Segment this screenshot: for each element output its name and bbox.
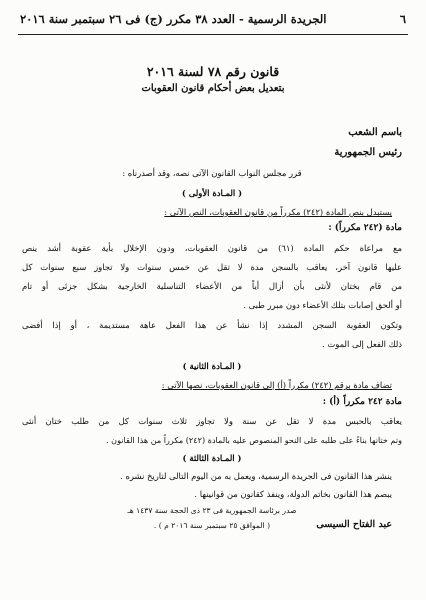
article-242a-line-2: وتم ختانها بناءً على طلبه على النحو المنصوص عليه بالمادة (٢٤٢) مكرراً من هذا القانون . — [105, 435, 402, 445]
gazette-issue-line: الجريدة الرسمية - العدد ٣٨ مكرر (ج) فى ٢٦ سبتمبر سنة ٢٠١٦ — [20, 12, 327, 26]
article-242-line-2: عليها قانون آخر، يعاقب بالسجن مدة لا تقل عن خمس سنوات ولا تجاوز سبع سنوات كل — [22, 262, 402, 272]
article-1-heading: ( المـادة الأولى ) — [181, 188, 243, 198]
article-3-line-1: ينشر هذا القانون فى الجريدة الرسمية، ويعمل به من اليوم التالى لتاريخ نشره . — [120, 471, 392, 481]
article-3-line-2: يبصم هذا القانون بخاتم الدولة، وينفذ كقانون من قوانينها . — [194, 489, 392, 499]
article-242a-line-1: يعاقب بالحبس مدة لا تقل عن سنة ولا تجاوز ثلاث سنوات كل من طلب ختان أنثى — [22, 416, 402, 426]
issue-date-hijri: صدر برئاسة الجمهورية فى ٢٣ ذى الحجة سنة ١٤٣٧ هـ — [127, 506, 297, 515]
article-242-line-3: من قام بختان لأنثى بأن أزال أياً من الأعضاء التناسلية الخارجية بشكل جزئى أو تام — [22, 281, 402, 291]
page-number: ٦ — [399, 12, 406, 26]
article-242-line-6: ذلك الفعل إلى الموت . — [322, 339, 402, 349]
issue-date-gregorian: ( الموافق ٢٥ سبتمبر سنة ٢٠١٦ م ) . — [153, 521, 271, 530]
article-2-text: تضاف مادة برقم (٢٤٢) مكرراً (أ) إلى قانون العقوبات، نصها الآتى : — [161, 380, 392, 390]
page-header — [20, 8, 406, 30]
article-242-label: مادة (٢٤٢ مكرراً) : — [328, 223, 402, 233]
article-242-line-5: وتكون العقوبة السجن المشدد إذا نشأ عن هذا الفعل عاهة مستديمة ، أو إذا أفضى — [22, 320, 402, 330]
article-242-line-1: مع مراعاة حكم المادة (٦١) من قانون العقوبات، ودون الإخلال بأية عقوبة أشد ينص — [22, 243, 402, 253]
president-line: رئيس الجمهورية — [334, 147, 402, 158]
article-2-heading: ( المـادة الثانية ) — [182, 361, 242, 371]
article-3-heading: ( المـادة الثالثة ) — [182, 453, 242, 463]
article-242a-label: مادة ٢٤٢ مكرراً (أ) : — [322, 397, 402, 407]
header-divider — [18, 34, 408, 35]
law-title: قانون رقم ٧٨ لسنة ٢٠١٦ — [146, 64, 280, 79]
intro-line: قرر مجلس النواب القانون الآتى نصه، وقد أصدرناه : — [122, 168, 302, 178]
article-242-line-4: أو ألحق إصابات بتلك الأعضاء دون مبرر طبى . — [243, 300, 402, 310]
law-subtitle: بتعديل بعض أحكام قانون العقوبات — [141, 83, 285, 94]
president-signature: عبد الفتاح السيسى — [316, 519, 392, 530]
article-1-text: يستبدل بنص المادة (٢٤٢) مكرراً من قانون العقوبات، النص الآتى : — [164, 207, 392, 217]
people-line: باسم الشعب — [348, 127, 402, 138]
